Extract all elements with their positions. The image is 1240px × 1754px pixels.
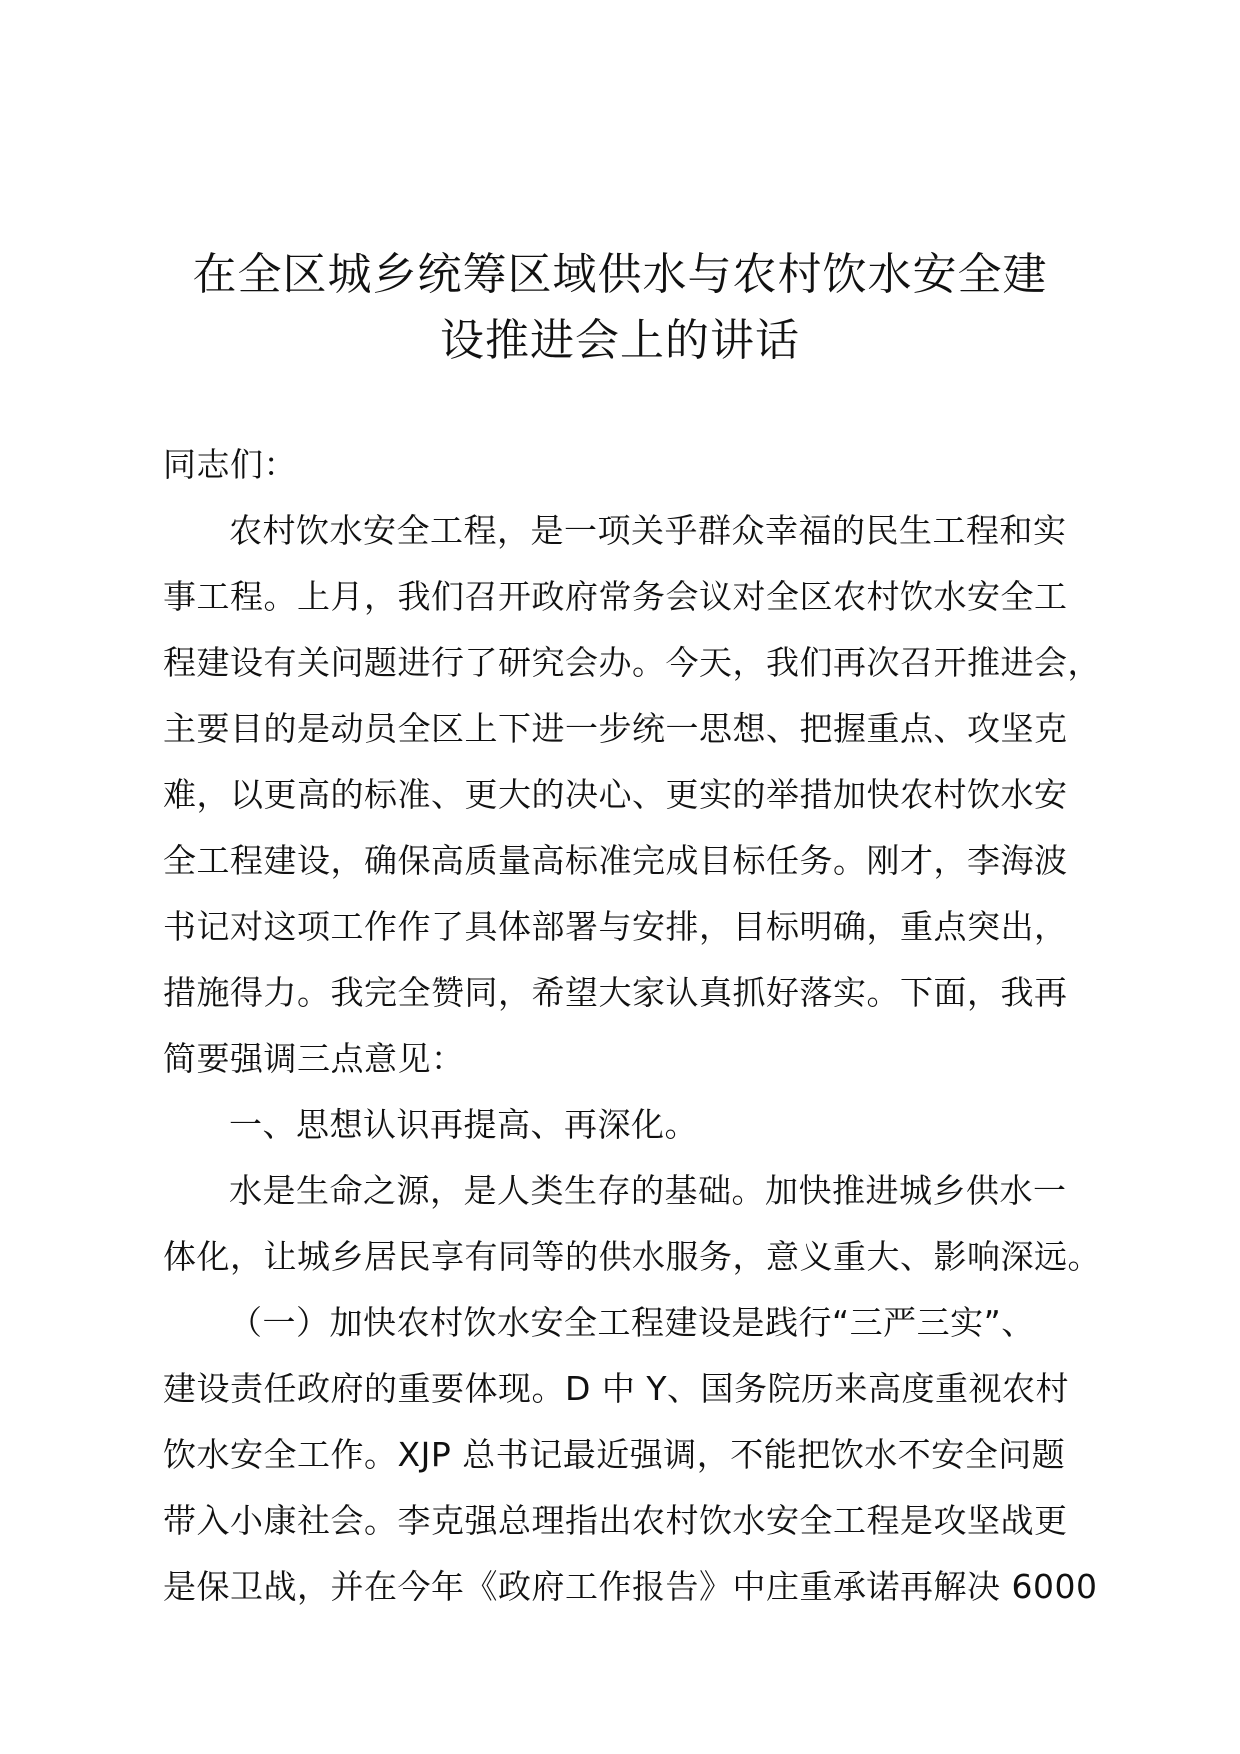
- body-line: 全工程建设，确保高质量高标准完成目标任务。刚才，李海波: [163, 841, 1068, 880]
- body-line: 饮水安全工作。XJP 总书记最近强调，不能把饮水不安全问题: [163, 1435, 1066, 1474]
- section-heading: 一、思想认识再提高、再深化。: [229, 1105, 698, 1144]
- body-line: 措施得力。我完全赞同，希望大家认真抓好落实。下面，我再: [163, 973, 1068, 1012]
- body-line: 简要强调三点意见：: [163, 1039, 465, 1078]
- body-line: 农村饮水安全工程，是一项关乎群众幸福的民生工程和实: [229, 511, 1067, 550]
- body-line: 程建设有关问题进行了研究会办。今天，我们再次召开推进会，: [163, 643, 1101, 682]
- body-line: 体化，让城乡居民享有同等的供水服务，意义重大、影响深远。: [163, 1237, 1101, 1276]
- document-title-line-1: 在全区城乡统筹区域供水与农村饮水安全建: [192, 249, 1048, 300]
- body-line: 难，以更高的标准、更大的决心、更实的举措加快农村饮水安: [163, 775, 1068, 814]
- body-line: 带入小康社会。李克强总理指出农村饮水安全工程是攻坚战更: [163, 1501, 1068, 1540]
- subsection-line: （一）加快农村饮水安全工程建设是践行“三严三实”、: [229, 1303, 1035, 1342]
- body-line: 事工程。上月，我们召开政府常务会议对全区农村饮水安全工: [163, 577, 1068, 616]
- body-line: 主要目的是动员全区上下进一步统一思想、把握重点、攻坚克: [163, 709, 1068, 748]
- salutation: 同志们：: [163, 445, 297, 484]
- body-line: 书记对这项工作作了具体部署与安排，目标明确，重点突出，: [163, 907, 1068, 946]
- body-line: 是保卫战，并在今年《政府工作报告》中庄重承诺再解决 6000: [163, 1567, 1098, 1606]
- body-line: 建设责任政府的重要体现。D 中 Y、国务院历来高度重视农村: [163, 1369, 1070, 1408]
- document-title-line-2: 设推进会上的讲话: [440, 315, 800, 366]
- body-line: 水是生命之源，是人类生存的基础。加快推进城乡供水一: [229, 1171, 1067, 1210]
